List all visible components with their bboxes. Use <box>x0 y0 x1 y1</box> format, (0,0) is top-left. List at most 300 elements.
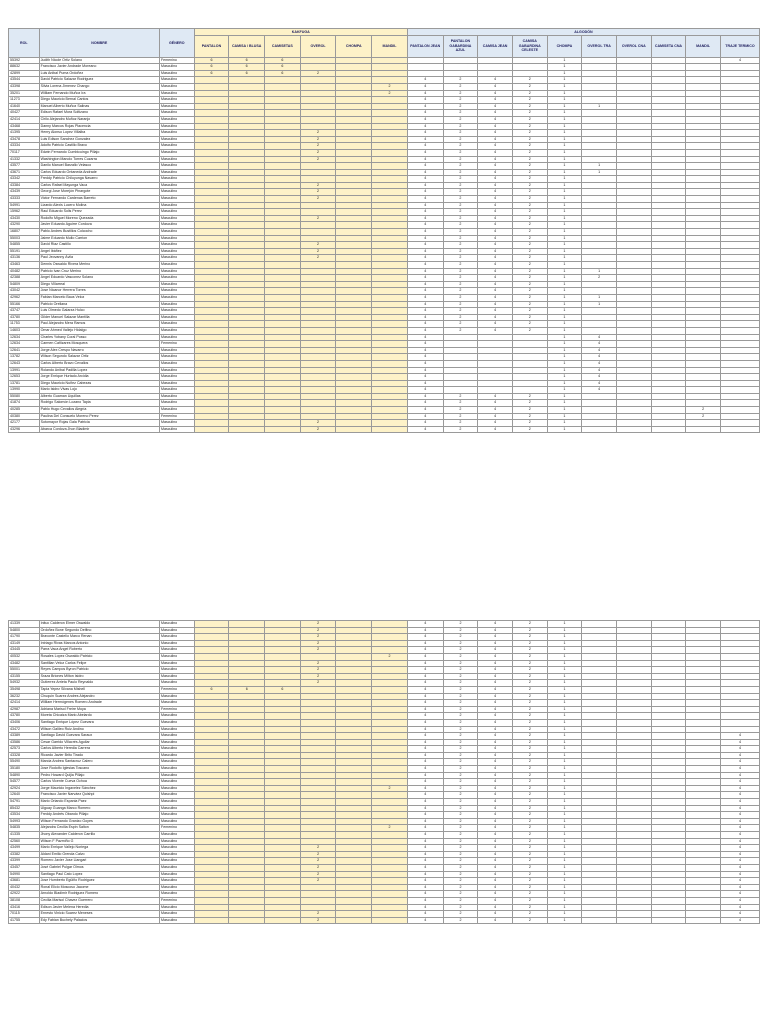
cell-genero: Masculino <box>160 818 195 825</box>
cell-qty <box>372 97 408 104</box>
cell-nombre: Paul Jeovanny Ávila <box>39 255 159 262</box>
cell-rol: 40532 <box>9 653 40 660</box>
cell-qty <box>582 686 617 693</box>
cell-qty <box>720 149 759 156</box>
cell-qty: 4 <box>721 878 760 885</box>
cell-nombre: Parra Vaca Angel Roberto <box>39 647 159 654</box>
cell-rol: 55001 <box>9 667 40 674</box>
cell-qty <box>686 680 721 687</box>
cell-qty: 4 <box>478 163 513 170</box>
cell-qty <box>686 367 721 374</box>
cell-qty <box>265 726 301 733</box>
cell-qty <box>616 176 651 183</box>
cell-qty <box>651 209 686 216</box>
cell-qty: 4 <box>407 156 443 163</box>
cell-nombre: Francisco Javier Narváez Quishpi <box>39 792 159 799</box>
cell-rol: 43382 <box>9 851 40 858</box>
cell-qty: 2 <box>512 275 547 282</box>
cell-rol: 12641 <box>9 347 40 354</box>
cell-qty <box>720 215 759 222</box>
cell-qty: 1 <box>547 308 582 315</box>
table-row <box>9 301 760 308</box>
table-row <box>9 110 760 117</box>
cell-qty <box>372 64 408 71</box>
cell-nombre: Jorge Mauricio Ingavelez Sánchez <box>39 785 159 792</box>
cell-qty: 4 <box>407 110 443 117</box>
cell-qty <box>686 420 721 427</box>
cell-nombre: Rolando Anibal Padilla Lopez <box>39 367 159 374</box>
cell-genero: Masculino <box>160 845 195 852</box>
cell-qty <box>686 374 721 381</box>
cell-qty <box>651 686 686 693</box>
cell-qty <box>336 262 372 269</box>
cell-qty <box>194 327 229 334</box>
cell-qty <box>616 308 651 315</box>
cell-qty <box>229 196 265 203</box>
cell-qty: 4 <box>478 110 513 117</box>
cell-qty <box>651 706 686 713</box>
cell-qty <box>265 301 301 308</box>
cell-qty: 2 <box>443 202 478 209</box>
cell-qty <box>651 90 686 97</box>
cell-qty: 1 <box>547 156 582 163</box>
cell-rol: 11273 <box>9 97 40 104</box>
cell-qty <box>194 680 229 687</box>
cell-qty <box>651 235 686 242</box>
cell-genero: Masculino <box>160 904 195 911</box>
cell-qty <box>616 413 651 420</box>
cell-qty <box>686 275 721 282</box>
cell-qty <box>265 334 301 341</box>
cell-qty: 4 <box>478 832 513 839</box>
cell-rol: 43457 <box>9 864 40 871</box>
cell-qty <box>686 825 721 832</box>
cell-qty <box>651 713 686 720</box>
cell-qty <box>582 130 617 137</box>
cell-qty: 1 <box>547 733 582 740</box>
cell-qty <box>265 387 301 394</box>
cell-qty: 1 <box>547 202 582 209</box>
table-row <box>9 294 760 301</box>
cell-qty: 2 <box>443 393 478 400</box>
cell-qty: 4 <box>721 891 760 898</box>
cell-qty <box>336 407 372 414</box>
cell-qty: 2 <box>443 640 478 647</box>
cell-qty: 2 <box>443 123 478 130</box>
cell-qty: 2 <box>512 673 547 680</box>
cell-qty: 4 <box>721 851 760 858</box>
cell-qty: 1 <box>547 420 582 427</box>
cell-qty <box>372 759 408 766</box>
cell-qty <box>336 884 372 891</box>
cell-qty <box>617 825 652 832</box>
cell-qty: 2 <box>443 149 478 156</box>
cell-rol: 41335 <box>9 832 40 839</box>
cell-qty: 4 <box>478 818 513 825</box>
cell-qty <box>229 229 265 236</box>
cell-qty: 4 <box>407 864 443 871</box>
cell-qty <box>582 97 617 104</box>
cell-genero: Masculino <box>159 182 194 189</box>
cell-qty <box>372 680 408 687</box>
cell-qty <box>336 413 372 420</box>
cell-qty: 4 <box>478 792 513 799</box>
cell-qty <box>336 766 372 773</box>
cell-qty <box>720 176 759 183</box>
cell-genero: Masculino <box>159 149 194 156</box>
cell-qty <box>336 851 372 858</box>
cell-qty: 2 <box>443 746 478 753</box>
cell-qty <box>616 347 651 354</box>
cell-qty: 4 <box>478 83 513 90</box>
cell-qty <box>265 288 301 295</box>
cell-qty <box>336 904 372 911</box>
cell-qty <box>229 752 265 759</box>
cell-rol: 85432 <box>9 805 40 812</box>
cell-qty <box>582 917 617 924</box>
cell-qty <box>336 90 372 97</box>
cell-rol: 54890 <box>9 772 40 779</box>
cell-qty: 2 <box>443 110 478 117</box>
cell-genero: Masculino <box>160 667 195 674</box>
cell-qty <box>194 360 229 367</box>
cell-genero: Masculino <box>159 255 194 262</box>
header-genero: GÉNERO <box>159 29 194 58</box>
cell-nombre: Luis Anibal Puma Ordoñez <box>39 70 159 77</box>
cell-qty <box>720 163 759 170</box>
cell-qty: 4 <box>478 182 513 189</box>
cell-qty <box>229 275 265 282</box>
cell-qty <box>372 911 408 918</box>
cell-qty: 2 <box>443 90 478 97</box>
cell-qty <box>300 374 336 381</box>
cell-qty <box>194 262 229 269</box>
cell-rol: 40482 <box>9 268 40 275</box>
cell-qty: 4 <box>407 917 443 924</box>
cell-nombre: Danny Marcos Rojas Placencia <box>39 123 159 130</box>
cell-qty <box>721 660 760 667</box>
cell-qty: 1 <box>547 262 582 269</box>
cell-genero: Masculino <box>159 268 194 275</box>
cell-qty <box>651 779 686 786</box>
cell-qty: 2 <box>512 726 547 733</box>
cell-qty <box>265 242 301 249</box>
cell-nombre: Jose Nicanor Herrera Torres <box>39 288 159 295</box>
cell-qty <box>582 202 617 209</box>
cell-qty <box>265 653 301 660</box>
cell-qty <box>582 911 617 918</box>
cell-qty: 2 <box>512 248 547 255</box>
cell-qty <box>265 871 301 878</box>
cell-qty: 4 <box>407 202 443 209</box>
cell-qty: 4 <box>478 799 513 806</box>
cell-qty: 2 <box>512 812 547 819</box>
cell-nombre: Angel Eduardo Vasconez Solano <box>39 275 159 282</box>
cell-qty <box>720 83 759 90</box>
table-row <box>9 627 760 634</box>
cell-qty: 4 <box>721 759 760 766</box>
cell-qty: 1 <box>547 110 582 117</box>
cell-qty <box>721 640 760 647</box>
cell-qty <box>300 116 336 123</box>
cell-qty: 4 <box>478 327 513 334</box>
cell-qty: 2 <box>443 83 478 90</box>
cell-qty: 4 <box>407 897 443 904</box>
cell-qty <box>372 739 408 746</box>
cell-genero: Masculino <box>159 242 194 249</box>
cell-qty: 4 <box>407 380 443 387</box>
cell-qty <box>372 209 408 216</box>
cell-qty <box>194 911 229 918</box>
cell-qty <box>229 845 265 852</box>
cell-qty <box>582 110 617 117</box>
cell-qty <box>686 759 721 766</box>
table-row <box>9 746 760 753</box>
cell-qty <box>372 196 408 203</box>
cell-qty <box>372 176 408 183</box>
cell-qty <box>443 341 478 348</box>
sheet-page-1 <box>0 28 768 433</box>
cell-qty <box>229 634 265 641</box>
cell-qty <box>194 334 229 341</box>
cell-qty <box>229 123 265 130</box>
cell-qty <box>265 143 301 150</box>
cell-qty: 4 <box>721 904 760 911</box>
cell-qty <box>194 426 229 433</box>
cell-qty <box>443 367 478 374</box>
cell-qty: 2 <box>443 288 478 295</box>
cell-qty <box>616 222 651 229</box>
cell-qty <box>651 70 686 77</box>
cell-qty <box>617 759 652 766</box>
cell-qty: 1 <box>547 321 582 328</box>
cell-qty <box>336 149 372 156</box>
table-row <box>9 772 760 779</box>
table-row <box>9 268 760 275</box>
cell-qty: 2 <box>443 772 478 779</box>
cell-qty <box>582 792 617 799</box>
cell-qty <box>336 268 372 275</box>
cell-qty <box>686 347 721 354</box>
cell-qty <box>336 693 372 700</box>
table-row <box>9 189 760 196</box>
cell-qty <box>265 374 301 381</box>
cell-qty <box>720 222 759 229</box>
cell-qty <box>194 779 229 786</box>
table-row <box>9 845 760 852</box>
cell-qty <box>686 222 721 229</box>
cell-qty: 4 <box>407 799 443 806</box>
cell-qty <box>372 407 408 414</box>
cell-qty: 4 <box>407 878 443 885</box>
cell-qty <box>372 719 408 726</box>
cell-qty: 2 <box>512 294 547 301</box>
cell-qty <box>372 202 408 209</box>
cell-genero: Masculino <box>160 891 195 898</box>
cell-qty: 4 <box>478 739 513 746</box>
cell-nombre: Victor Fernando Cardenas Barreto <box>39 196 159 203</box>
cell-qty: 1 <box>547 288 582 295</box>
cell-qty <box>617 634 652 641</box>
cell-qty <box>686 387 721 394</box>
cell-qty <box>229 130 265 137</box>
cell-qty <box>372 891 408 898</box>
cell-qty: 1 <box>547 838 582 845</box>
cell-qty <box>651 799 686 806</box>
cell-rol: 35180 <box>9 766 40 773</box>
cell-qty: 2 <box>443 229 478 236</box>
cell-qty <box>686 400 721 407</box>
cell-qty: 4 <box>407 163 443 170</box>
cell-genero: Masculino <box>160 627 195 634</box>
cell-qty: 1 <box>547 387 582 394</box>
table-row <box>9 713 760 720</box>
cell-qty: 4 <box>407 825 443 832</box>
cell-qty <box>582 308 617 315</box>
cell-qty <box>372 229 408 236</box>
cell-nombre: Carlos Rafael Mayunga Vaca <box>39 182 159 189</box>
cell-qty <box>229 911 265 918</box>
cell-qty: 4 <box>407 248 443 255</box>
cell-qty <box>229 825 265 832</box>
cell-qty <box>265 812 301 819</box>
cell-qty <box>478 374 513 381</box>
cell-qty: 4 <box>407 149 443 156</box>
cell-qty: 6 <box>265 57 301 64</box>
cell-qty <box>582 891 617 898</box>
table-row <box>9 209 760 216</box>
table-row <box>9 805 760 812</box>
cell-qty <box>616 294 651 301</box>
cell-qty <box>300 739 336 746</box>
table-row <box>9 752 760 759</box>
cell-qty <box>372 713 408 720</box>
cell-qty: 2 <box>512 103 547 110</box>
cell-qty <box>686 360 721 367</box>
cell-genero: Masculino <box>160 878 195 885</box>
cell-qty <box>265 851 301 858</box>
cell-qty: 2 <box>443 215 478 222</box>
cell-nombre: Paulina Del Consuelo Moreno Perez <box>39 413 159 420</box>
cell-qty: 4 <box>407 123 443 130</box>
cell-qty <box>582 407 617 414</box>
cell-rol: 43334 <box>9 143 40 150</box>
cell-qty: 4 <box>407 818 443 825</box>
cell-qty <box>651 413 686 420</box>
cell-qty: 4 <box>721 746 760 753</box>
cell-nombre: Freddy Patricio Chiluyunga Navarro <box>39 176 159 183</box>
cell-qty: 2 <box>443 706 478 713</box>
cell-qty: 4 <box>407 321 443 328</box>
cell-qty <box>265 713 301 720</box>
cell-qty <box>686 818 721 825</box>
cell-qty <box>229 812 265 819</box>
cell-qty <box>686 163 721 170</box>
cell-nombre: Alejandra Cecilia Espin Salton <box>39 825 159 832</box>
cell-rol: 43333 <box>9 196 40 203</box>
cell-genero: Masculino <box>159 123 194 130</box>
cell-qty: 4 <box>407 891 443 898</box>
cell-qty <box>229 759 265 766</box>
cell-qty: 4 <box>407 766 443 773</box>
table-row <box>9 647 760 654</box>
cell-rol: 55080 <box>9 393 40 400</box>
cell-qty: 2 <box>512 878 547 885</box>
table-row <box>9 156 760 163</box>
cell-qty <box>229 288 265 295</box>
cell-qty <box>336 634 372 641</box>
cell-qty <box>336 143 372 150</box>
cell-qty: 2 <box>443 281 478 288</box>
cell-qty: 4 <box>478 897 513 904</box>
cell-genero: Masculino <box>160 693 195 700</box>
cell-qty: 2 <box>512 897 547 904</box>
cell-qty: 2 <box>443 739 478 746</box>
cell-qty: 2 <box>512 209 547 216</box>
cell-qty: 2 <box>443 871 478 878</box>
cell-qty <box>194 176 229 183</box>
cell-qty <box>582 149 617 156</box>
cell-qty <box>265 393 301 400</box>
cell-qty <box>265 182 301 189</box>
cell-qty: 4 <box>407 301 443 308</box>
cell-qty: 4 <box>407 660 443 667</box>
cell-genero: Masculino <box>159 83 194 90</box>
cell-qty <box>194 818 229 825</box>
cell-rol: 40380 <box>9 413 40 420</box>
cell-qty <box>651 759 686 766</box>
cell-qty <box>265 838 301 845</box>
cell-qty <box>616 149 651 156</box>
cell-qty <box>229 805 265 812</box>
cell-qty <box>229 627 265 634</box>
cell-qty <box>229 262 265 269</box>
cell-qty <box>651 196 686 203</box>
cell-qty: 4 <box>407 805 443 812</box>
cell-qty <box>336 341 372 348</box>
cell-qty: 4 <box>407 832 443 839</box>
cell-genero: Femenino <box>160 825 195 832</box>
cell-qty <box>265 400 301 407</box>
cell-genero: Masculino <box>160 851 195 858</box>
cell-nombre: Carlos Eduardo Ontaneda Andrade <box>39 169 159 176</box>
cell-qty <box>686 799 721 806</box>
cell-qty <box>336 64 372 71</box>
cell-qty: 4 <box>721 838 760 845</box>
cell-qty <box>194 838 229 845</box>
cell-qty <box>265 426 301 433</box>
cell-qty: 4 <box>407 719 443 726</box>
header-col: CAMISA JEAN <box>478 35 513 57</box>
cell-qty <box>229 706 265 713</box>
cell-genero: Masculino <box>159 262 194 269</box>
cell-qty <box>372 772 408 779</box>
cell-qty <box>651 77 686 84</box>
cell-nombre: Jose Humberto Egüiño Rodriguez <box>39 878 159 885</box>
cell-qty <box>686 838 721 845</box>
cell-qty: 2 <box>443 759 478 766</box>
cell-qty: 4 <box>478 321 513 328</box>
cell-qty <box>372 189 408 196</box>
cell-qty: 4 <box>478 235 513 242</box>
cell-qty: 2 <box>512 851 547 858</box>
header-col: PANTALON <box>194 35 229 57</box>
cell-qty <box>686 268 721 275</box>
cell-qty <box>651 871 686 878</box>
cell-qty <box>265 832 301 839</box>
cell-qty <box>300 766 336 773</box>
cell-qty <box>336 248 372 255</box>
